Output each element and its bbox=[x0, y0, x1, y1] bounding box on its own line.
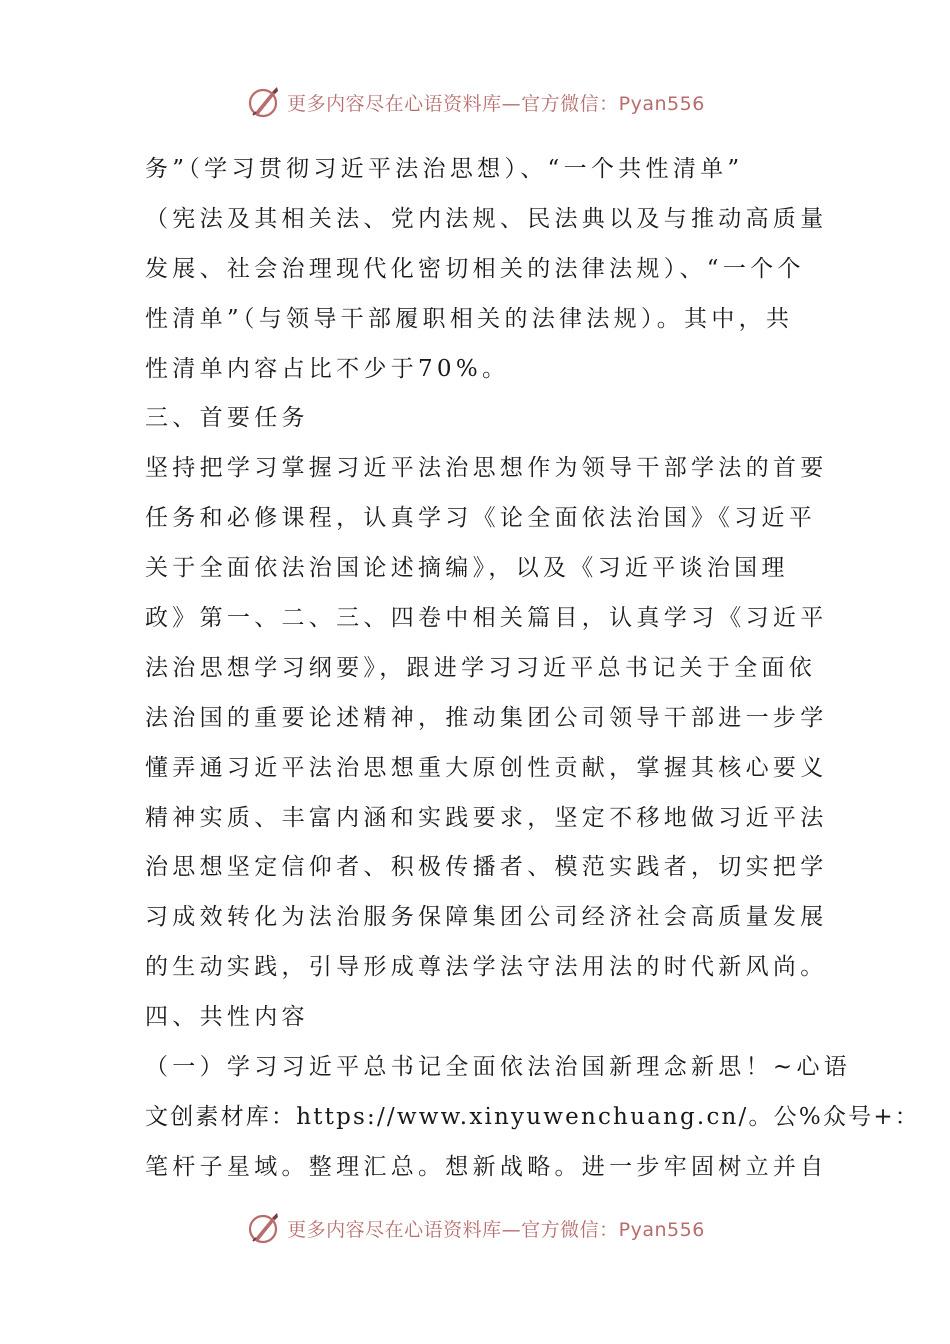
body-line: 发展、社会治理现代化密切相关的法律法规）、“一个个 bbox=[145, 255, 805, 282]
body-line: 的生动实践，引导形成尊法学法守法用法的时代新风尚。 bbox=[145, 954, 828, 981]
document-body bbox=[145, 145, 921, 1193]
footer-watermark-text: 更多内容尽在心语资料库—官方微信：Pyan556 bbox=[287, 1218, 705, 1241]
header-watermark-text: 更多内容尽在心语资料库—官方微信：Pyan556 bbox=[287, 92, 705, 115]
header-watermark-banner bbox=[0, 82, 950, 122]
footer-watermark-banner bbox=[0, 1208, 950, 1248]
body-line: 性清单内容占比不少于70%。 bbox=[145, 355, 510, 382]
body-line: 治思想坚定信仰者、积极传播者、模范实践者，切实把学 bbox=[145, 854, 828, 881]
body-line: 坚持把学习掌握习近平法治思想作为领导干部学法的首要 bbox=[145, 455, 828, 482]
body-line: 笔杆子星域。整理汇总。想新战略。进一步牢固树立并自 bbox=[145, 1153, 828, 1180]
body-line: 精神实质、丰富内涵和实践要求，坚定不移地做习近平法 bbox=[145, 804, 828, 831]
section-heading: 四、共性内容 bbox=[145, 1004, 309, 1031]
body-line: 任务和必修课程，认真学习《论全面依法治国》《习近平 bbox=[145, 505, 816, 532]
body-line: 务”（学习贯彻习近平法治思想）、“一个共性清单” bbox=[145, 156, 744, 182]
quill-pen-icon bbox=[245, 1210, 281, 1246]
body-line-with-url: 文创素材库：https://www.xinyuwenchuang.cn/。公%众号+： bbox=[145, 1103, 921, 1130]
body-line: 法治国的重要论述精神，推动集团公司领导干部进一步学 bbox=[145, 704, 828, 731]
body-line: （一）学习习近平总书记全面依法治国新理念新思！~心语 bbox=[145, 1054, 852, 1081]
quill-pen-icon bbox=[245, 84, 281, 120]
body-line: 性清单”（与领导干部履职相关的法律法规）。其中，共 bbox=[145, 305, 794, 332]
body-line: 法治思想学习纲要》，跟进学习习近平总书记关于全面依 bbox=[145, 654, 816, 681]
body-line: 政》第一、二、三、四卷中相关篇目，认真学习《习近平 bbox=[145, 605, 828, 632]
section-heading: 三、首要任务 bbox=[145, 405, 309, 432]
body-line: 关于全面依法治国论述摘编》，以及《习近平谈治国理 bbox=[145, 555, 789, 582]
body-line: （宪法及其相关法、党内法规、民法典以及与推动高质量 bbox=[145, 205, 828, 232]
body-line: 习成效转化为法治服务保障集团公司经济社会高质量发展 bbox=[145, 904, 828, 931]
body-line: 懂弄通习近平法治思想重大原创性贡献，掌握其核心要义 bbox=[145, 754, 828, 781]
